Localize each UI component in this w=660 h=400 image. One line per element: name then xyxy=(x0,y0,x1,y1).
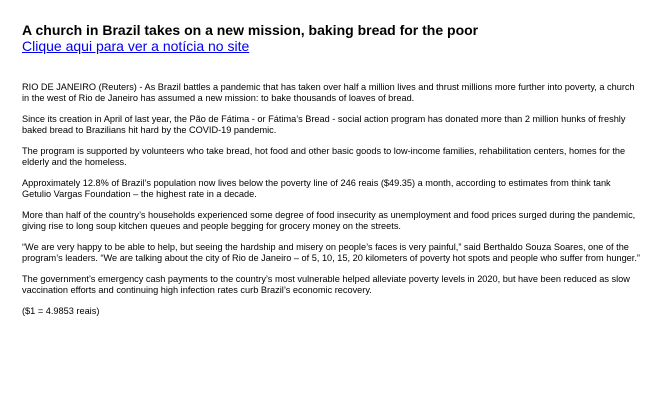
article-paragraph: Since its creation in April of last year, the Pão de Fátima - or Fátima’s Bread - social action program has donated more than 2 million hunks of freshly baked bread to Brazilians hit hard by the COVID-19 pandemic. xyxy=(22,114,626,135)
article-paragraph: RIO DE JANEIRO (Reuters) - As Brazil battles a pandemic that has taken over half a million lives and thrust millions more further into poverty, a church in the west of Rio de Janeiro has assumed a new mission: to bake thousands of loaves of bread. xyxy=(22,82,635,103)
article-paragraph: Approximately 12.8% of Brazil’s population now lives below the poverty line of 246 reais ($49.35) a month, according to estimates from think tank Getulio Vargas Foundation – the highest rate in a decade. xyxy=(22,178,611,199)
article-paragraph: More than half of the country’s households experienced some degree of food insecurity as unemployment and food prices surged during the pandemic, giving rise to long soup kitchen queues and people begging for grocery money on the streets. xyxy=(22,210,636,231)
view-on-site-link[interactable]: Clique aqui para ver a notícia no site xyxy=(22,38,250,54)
article-paragraph: “We are very happy to be able to help, but seeing the hardship and misery on people’s faces is very painful,” said Berthaldo Souza Soares, one of the program’s leaders. “We are talking about the city of Rio de Janeiro – of 5, 10, 15, 20 kilometers of poverty hot spots and people who suffer from hunger.” xyxy=(22,242,640,263)
article-paragraph: The government’s emergency cash payments to the country’s most vulnerable helped alleviate poverty levels in 2020, but have been reduced as slow vaccination efforts and continuing high infection rates curb Brazil’s economic recovery. xyxy=(22,274,630,295)
article-headline: A church in Brazil takes on a new mission, baking bread for the poor xyxy=(22,22,479,38)
article-paragraph: The program is supported by volunteers who take bread, hot food and other basic goods to low-income families, rehabilitation centers, homes for the elderly and the homeless. xyxy=(22,146,626,167)
article-body xyxy=(22,82,650,317)
currency-note: ($1 = 4.9853 reais) xyxy=(22,306,100,316)
